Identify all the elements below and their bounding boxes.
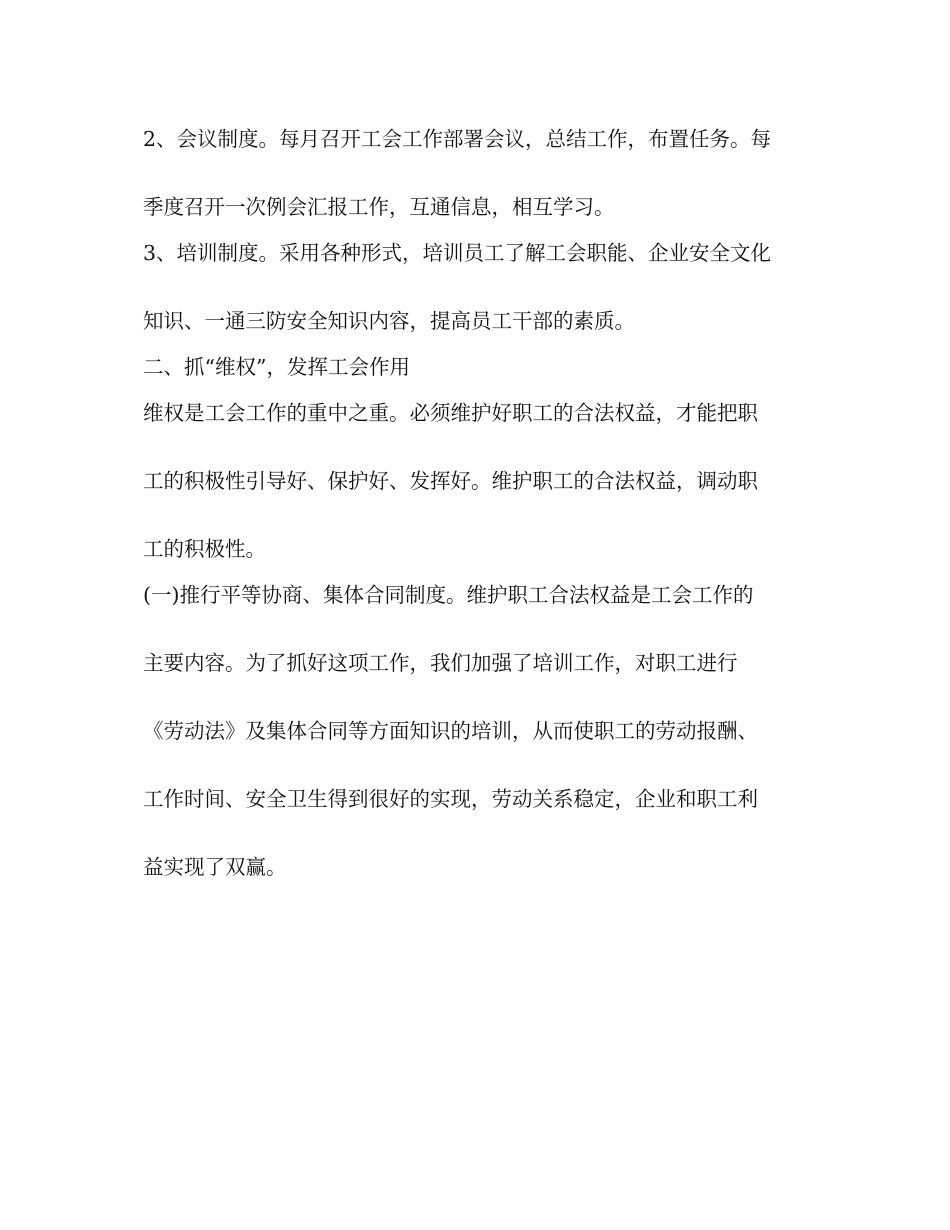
document-body (143, 124, 823, 882)
paragraph-training-system-line-1: 3、培训制度。采用各种形式，培训员工了解工会职能、企业安全文化 (143, 241, 772, 265)
paragraph-collective-contract-line-5: 益实现了双赢。 (143, 855, 287, 879)
paragraph-collective-contract-line-4: 工作时间、安全卫生得到很好的实现，劳动关系稳定，企业和职工利 (143, 787, 758, 811)
paragraph-collective-contract-line-2: 主要内容。为了抓好这项工作，我们加强了培训工作，对职工进行 (143, 651, 738, 675)
paragraph-collective-contract-line-3: 《劳动法》及集体合同等方面知识的培训，从而使职工的劳动报酬、 (143, 719, 758, 743)
paragraph-meeting-system-line-2: 季度召开一次例会汇报工作，互通信息，相互学习。 (143, 195, 615, 219)
paragraph-training-system-line-2: 知识、一通三防安全知识内容，提高员工干部的素质。 (143, 309, 635, 333)
section-heading-rights: 二、抓“维权”，发挥工会作用 (143, 355, 410, 379)
paragraph-collective-contract-line-1: (一)推行平等协商、集体合同制度。维护职工合法权益是工会工作的 (143, 583, 754, 607)
paragraph-rights-line-3: 工的积极性。 (143, 537, 266, 561)
paragraph-rights-line-2: 工的积极性引导好、保护好、发挥好。维护职工的合法权益，调动职 (143, 469, 758, 493)
paragraph-meeting-system-line-1: 2、会议制度。每月召开工会工作部署会议，总结工作，布置任务。每 (143, 127, 772, 151)
paragraph-rights-line-1: 维权是工会工作的重中之重。必须维护好职工的合法权益，才能把职 (143, 401, 758, 425)
